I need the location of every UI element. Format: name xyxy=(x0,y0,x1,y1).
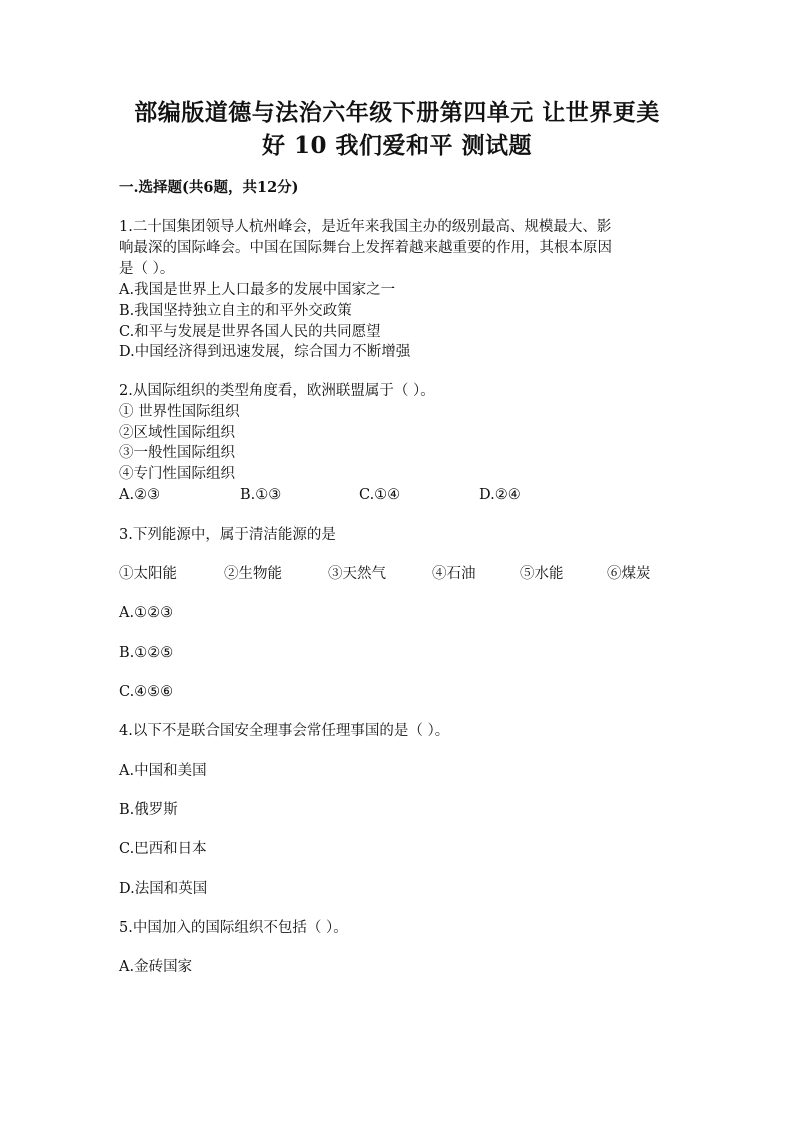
section-heading: 一.选择题(共6题，共12分) xyxy=(119,179,299,196)
q2-option-a: A.②③ xyxy=(119,487,161,503)
q1-option-b: B.我国坚持独立自主的和平外交政策 xyxy=(119,303,352,319)
q4-option-d: D.法国和英国 xyxy=(119,881,208,897)
q5-option-a: A.金砖国家 xyxy=(119,959,193,975)
q1-stem-line2: 响最深的国际峰会。中国在国际舞台上发挥着越来越重要的作用，其根本原因 xyxy=(119,240,612,256)
q4-option-c: C.巴西和日本 xyxy=(119,841,207,857)
q3-energy-1: ①太阳能 xyxy=(119,566,177,582)
q2-item-4: ④专门性国际组织 xyxy=(119,466,235,482)
q4-option-b: B.俄罗斯 xyxy=(119,802,178,818)
document-title-line1: 部编版道德与法治六年级下册第四单元 让世界更美 xyxy=(134,99,660,126)
q2-option-b: B.①③ xyxy=(240,487,282,503)
q1-option-a: A.我国是世界上人口最多的发展中国家之一 xyxy=(119,282,396,298)
q2-item-2: ②区域性国际组织 xyxy=(119,425,235,441)
q2-item-3: ③一般性国际组织 xyxy=(119,445,235,461)
q3-energy-6: ⑥煤炭 xyxy=(607,566,651,582)
document-title-line2: 好 10 我们爱和平 测试题 xyxy=(261,132,533,159)
q2-option-c: C.①④ xyxy=(359,487,401,503)
q3-option-a: A.①②③ xyxy=(119,605,174,621)
q3-stem: 3.下列能源中，属于清洁能源的是 xyxy=(119,527,336,543)
q4-option-a: A.中国和美国 xyxy=(119,763,207,779)
q4-stem: 4.以下不是联合国安全理事会常任理事国的是（ ）。 xyxy=(119,723,450,739)
q3-energy-5: ⑤水能 xyxy=(520,566,564,582)
q1-option-d: D.中国经济得到迅速发展，综合国力不断增强 xyxy=(119,344,411,360)
q1-option-c: C.和平与发展是世界各国人民的共同愿望 xyxy=(119,324,381,340)
q3-energy-3: ③天然气 xyxy=(328,566,386,582)
q5-stem: 5.中国加入的国际组织不包括（ ）。 xyxy=(119,920,348,936)
q1-stem-line3: 是（ ）。 xyxy=(119,261,175,277)
q2-item-1: ① 世界性国际组织 xyxy=(119,404,240,420)
q1-stem-line1: 1.二十国集团领导人杭州峰会，是近年来我国主办的级别最高、规模最大、影 xyxy=(119,219,612,235)
q3-energy-2: ②生物能 xyxy=(224,566,282,582)
q3-energy-4: ④石油 xyxy=(432,566,476,582)
q3-option-c: C.④⑤⑥ xyxy=(119,684,174,700)
q3-option-b: B.①②⑤ xyxy=(119,645,174,661)
q2-stem: 2.从国际组织的类型角度看，欧洲联盟属于（ ）。 xyxy=(119,383,435,399)
q2-option-d: D.②④ xyxy=(479,487,521,503)
